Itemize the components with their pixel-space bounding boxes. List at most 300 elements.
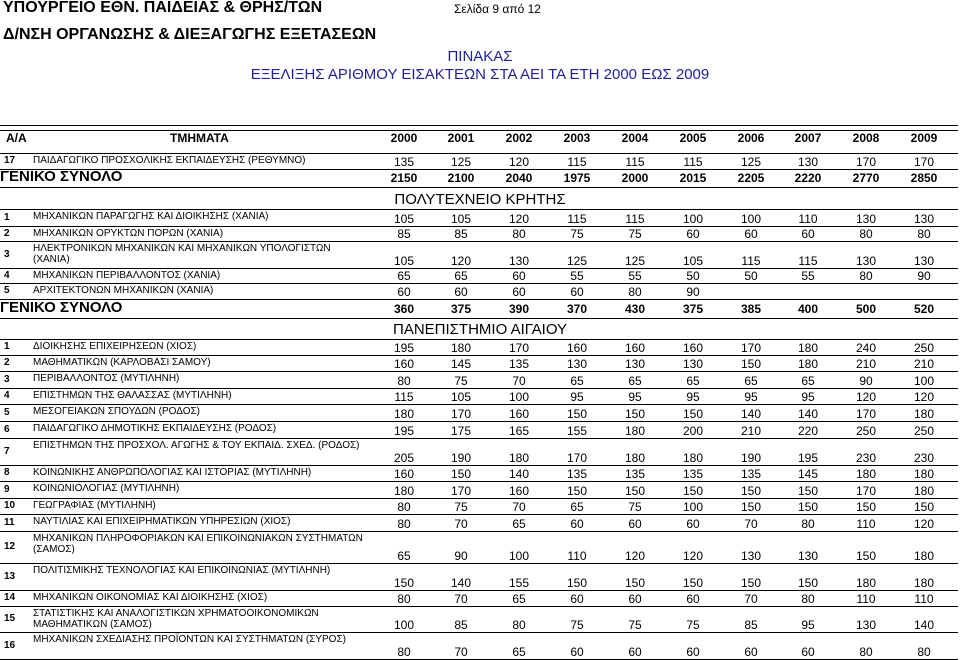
value-cell: 100: [682, 212, 704, 226]
grand-total-label: ΓΕΝΙΚΟ ΣΥΝΟΛΟ: [0, 299, 123, 316]
value-cell: 135: [682, 467, 704, 481]
value-cell: 110: [856, 592, 876, 606]
value-cell: 100: [913, 374, 935, 388]
department-name: ΠΑΙΔΑΓΩΓΙΚΟ ΔΗΜΟΤΙΚΗΣ ΕΚΠΑΙΔΕΥΣΗΣ (ΡΟΔΟΣ): [33, 423, 277, 434]
value-cell: 240: [855, 341, 877, 355]
value-cell: 70: [512, 500, 526, 514]
value-cell: 115: [625, 212, 645, 226]
value-cell: 175: [450, 424, 472, 438]
value-cell: 115: [683, 155, 703, 169]
department-name: ΜΗΧΑΝΙΚΩΝ ΠΕΡΙΒΑΛΛΟΝΤΟΣ (ΧΑΝΙΑ): [33, 270, 221, 281]
ministry-title: ΥΠΟΥΡΓΕΙΟ ΕΘΝ. ΠΑΙΔΕΙΑΣ & ΘΡΗΣ/ΤΩΝ: [3, 0, 323, 16]
value-cell: 150: [450, 467, 472, 481]
value-cell: 170: [450, 484, 472, 498]
department-name: ΔΙΟΙΚΗΣΗΣ ΕΠΙΧΕΙΡΗΣΕΩΝ (ΧΙΟΣ): [33, 341, 197, 352]
value-cell: 140: [450, 576, 472, 590]
row-number: 6: [4, 423, 10, 435]
value-cell: 80: [917, 227, 931, 241]
row-number: 1: [4, 211, 10, 223]
value-cell: 180: [682, 451, 704, 465]
value-cell: 105: [393, 212, 415, 226]
value-cell: 130: [508, 254, 530, 268]
value-cell: 120: [450, 254, 472, 268]
value-cell: 170: [855, 484, 877, 498]
value-cell: 180: [797, 357, 819, 371]
value-cell: 145: [450, 357, 472, 371]
value-cell: 70: [454, 592, 468, 606]
table-row: [0, 590, 960, 606]
value-cell: 95: [744, 390, 758, 404]
value-cell: 150: [566, 484, 588, 498]
value-cell: 65: [512, 517, 526, 531]
row-number: 10: [4, 500, 16, 511]
department-name: ΜΗΧΑΝΙΚΩΝ ΟΡΥΚΤΩΝ ΠΟΡΩΝ (ΧΑΝΙΑ): [33, 228, 224, 239]
value-cell: 135: [566, 467, 588, 481]
value-cell: 140: [913, 618, 935, 632]
value-cell: 130: [855, 618, 877, 632]
row-number: 12: [4, 541, 16, 552]
value-cell: 90: [454, 549, 468, 563]
value-cell: 80: [859, 645, 873, 659]
col-aa-header: Α/Α: [6, 131, 27, 145]
value-cell: 180: [393, 484, 415, 498]
row-number: 2: [4, 227, 10, 239]
department-name: ΜΕΣΟΓΕΙΑΚΩΝ ΣΠΟΥΔΩΝ (ΡΟΔΟΣ): [33, 406, 201, 417]
row-number: 9: [4, 483, 10, 495]
value-cell: 110: [856, 517, 876, 531]
value-cell: 150: [393, 576, 415, 590]
value-cell: 75: [570, 227, 584, 241]
value-cell: 60: [512, 269, 526, 283]
value-cell: 60: [570, 645, 584, 659]
row-number: 14: [4, 592, 16, 603]
value-cell: 80: [397, 645, 411, 659]
value-cell: 160: [508, 484, 530, 498]
table-row: [0, 209, 960, 226]
value-cell: 95: [801, 390, 815, 404]
year-header-2006: 2006: [737, 131, 765, 145]
value-cell: 120: [855, 390, 877, 404]
value-cell: 180: [913, 407, 935, 421]
value-cell: 65: [512, 592, 526, 606]
year-header-2007: 2007: [794, 131, 822, 145]
value-cell: 130: [855, 254, 877, 268]
value-cell: 130: [797, 549, 819, 563]
value-cell: 65: [570, 500, 584, 514]
university-name: ΠΑΝΕΠΙΣΤΗΜΙΟ ΑΙΓΑΙΟΥ: [392, 321, 568, 338]
value-cell: 105: [450, 390, 472, 404]
row-number: 3: [4, 373, 10, 385]
value-cell: 115: [625, 155, 645, 169]
total-cell: 370: [566, 302, 588, 316]
grand-total-row: [0, 169, 960, 187]
value-cell: 85: [454, 227, 468, 241]
table-row: [0, 268, 960, 283]
value-cell: 160: [624, 341, 646, 355]
value-cell: 60: [686, 517, 700, 531]
value-cell: 80: [397, 592, 411, 606]
table-row: [0, 355, 960, 371]
value-cell: 180: [913, 549, 935, 563]
department-name: ΜΑΘΗΜΑΤΙΚΩΝ (ΚΑΡΛΟΒΑΣΙ ΣΑΜΟΥ): [33, 357, 211, 368]
department-name: ΣΤΑΤΙΣΤΙΚΗΣ ΚΑΙ ΑΝΑΛΟΓΙΣΤΙΚΩΝ ΧΡΗΜΑΤΟΟΙΚΟΝΟΜΙΚΩΝ ΜΑΘΗΜΑΤΙΚΩΝ (ΣΑΜΟΣ): [33, 608, 319, 630]
row-number: 5: [4, 406, 10, 418]
table-row: [0, 371, 960, 388]
value-cell: 170: [855, 155, 877, 169]
value-cell: 65: [628, 374, 642, 388]
value-cell: 75: [628, 227, 642, 241]
value-cell: 100: [393, 618, 415, 632]
value-cell: 120: [508, 212, 530, 226]
value-cell: 75: [454, 500, 468, 514]
value-cell: 140: [797, 407, 819, 421]
year-header-2009: 2009: [910, 131, 938, 145]
value-cell: 190: [740, 451, 762, 465]
value-cell: 150: [855, 500, 877, 514]
value-cell: 130: [624, 357, 646, 371]
department-name: ΠΟΛΙΤΙΣΜΙΚΗΣ ΤΕΧΝΟΛΟΓΙΑΣ ΚΑΙ ΕΠΙΚΟΙΝΩΝΙΑΣ (ΜΥΤΙΛΗΝΗ): [33, 565, 331, 576]
value-cell: 195: [393, 341, 415, 355]
value-cell: 145: [797, 467, 819, 481]
total-cell: 360: [393, 302, 415, 316]
value-cell: 65: [512, 645, 526, 659]
value-cell: 195: [393, 424, 415, 438]
row-divider: [0, 125, 958, 126]
department-name: ΠΑΙΔΑΓΩΓΙΚΟ ΠΡΟΣΧΟΛΙΚΗΣ ΕΚΠΑΙΔΕΥΣΗΣ (ΡΕΘΥΜΝΟ): [33, 155, 306, 166]
row-number: 17: [4, 155, 16, 166]
value-cell: 55: [801, 269, 815, 283]
value-cell: 180: [508, 451, 530, 465]
value-cell: 65: [744, 374, 758, 388]
university-section-header: [0, 187, 960, 209]
table-row: [0, 339, 960, 355]
total-cell: 2220: [794, 171, 822, 185]
row-number: 3: [4, 248, 10, 260]
value-cell: 120: [624, 549, 646, 563]
value-cell: 155: [566, 424, 588, 438]
value-cell: 160: [393, 357, 415, 371]
value-cell: 150: [566, 407, 588, 421]
value-cell: 150: [624, 576, 646, 590]
row-number: 15: [4, 613, 16, 624]
university-section-header: [0, 318, 960, 339]
value-cell: 60: [512, 285, 526, 299]
value-cell: 250: [913, 341, 935, 355]
value-cell: 220: [797, 424, 819, 438]
value-cell: 115: [741, 254, 761, 268]
value-cell: 165: [508, 424, 530, 438]
value-cell: 80: [397, 374, 411, 388]
value-cell: 130: [855, 212, 877, 226]
total-cell: 375: [450, 302, 472, 316]
value-cell: 160: [508, 407, 530, 421]
table-subtitle: ΕΞΕΛΙΞΗΣ ΑΡΙΘΜΟΥ ΕΙΣΑΚΤΕΩΝ ΣΤΑ ΑΕΙ ΤΑ ΕΤΗ 2000 ΕΩΣ 2009: [250, 66, 710, 83]
value-cell: 200: [682, 424, 704, 438]
year-header-2004: 2004: [621, 131, 649, 145]
directorate-title: Δ/ΝΣΗ ΟΡΓΑΝΩΣΗΣ & ΔΙΕΞΑΓΩΓΗΣ ΕΞΕΤΑΣΕΩΝ: [3, 26, 377, 43]
value-cell: 180: [855, 576, 877, 590]
value-cell: 85: [454, 618, 468, 632]
value-cell: 115: [567, 212, 587, 226]
total-cell: 2150: [390, 171, 418, 185]
value-cell: 170: [855, 407, 877, 421]
row-number: 4: [4, 269, 10, 281]
value-cell: 150: [682, 576, 704, 590]
value-cell: 95: [686, 390, 700, 404]
value-cell: 150: [624, 407, 646, 421]
row-number: 7: [4, 445, 10, 457]
value-cell: 80: [512, 618, 526, 632]
value-cell: 65: [801, 374, 815, 388]
value-cell: 180: [393, 407, 415, 421]
grand-total-label: ΓΕΝΙΚΟ ΣΥΝΟΛΟ: [0, 168, 123, 185]
value-cell: 230: [855, 451, 877, 465]
value-cell: 80: [628, 285, 642, 299]
table-row: [0, 563, 960, 590]
value-cell: 90: [686, 285, 700, 299]
department-name: ΜΗΧΑΝΙΚΩΝ ΠΑΡΑΓΩΓΗΣ ΚΑΙ ΔΙΟΙΚΗΣΗΣ (ΧΑΝΙΑ): [33, 211, 269, 222]
year-header-2003: 2003: [563, 131, 591, 145]
table-row: [0, 404, 960, 421]
value-cell: 60: [628, 645, 642, 659]
value-cell: 130: [797, 155, 819, 169]
value-cell: 120: [682, 549, 704, 563]
value-cell: 170: [740, 341, 762, 355]
value-cell: 85: [397, 227, 411, 241]
value-cell: 60: [570, 517, 584, 531]
value-cell: 135: [393, 155, 415, 169]
value-cell: 75: [454, 374, 468, 388]
value-cell: 105: [393, 254, 415, 268]
value-cell: 150: [566, 576, 588, 590]
total-cell: 2040: [505, 171, 533, 185]
value-cell: 65: [454, 269, 468, 283]
department-name: ΜΗΧΑΝΙΚΩΝ ΟΙΚΟΝΟΜΙΑΣ ΚΑΙ ΔΙΟΙΚΗΣΗΣ (ΧΙΟΣ): [33, 592, 268, 603]
table-row: [0, 421, 960, 438]
value-cell: 180: [913, 576, 935, 590]
table-row: [0, 514, 960, 531]
value-cell: 205: [393, 451, 415, 465]
value-cell: 110: [914, 592, 934, 606]
value-cell: 135: [624, 467, 646, 481]
value-cell: 150: [913, 500, 935, 514]
total-cell: 1975: [563, 171, 591, 185]
total-cell: 2000: [621, 171, 649, 185]
value-cell: 250: [855, 424, 877, 438]
grand-total-row: [0, 299, 960, 318]
value-cell: 150: [740, 576, 762, 590]
value-cell: 70: [744, 592, 758, 606]
department-name: ΕΠΙΣΤΗΜΩΝ ΤΗΣ ΠΡΟΣΧΟΛ. ΑΓΩΓΗΣ & ΤΟΥ ΕΚΠΑΙΔ. ΣΧΕΔ. (ΡΟΔΟΣ): [33, 440, 360, 451]
value-cell: 120: [508, 155, 530, 169]
value-cell: 60: [570, 592, 584, 606]
total-cell: 500: [855, 302, 877, 316]
value-cell: 150: [740, 500, 762, 514]
row-number: 5: [4, 285, 10, 296]
value-cell: 125: [624, 254, 646, 268]
value-cell: 180: [797, 341, 819, 355]
value-cell: 60: [686, 227, 700, 241]
university-name: ΠΟΛΥΤΕΧΝΕΙΟ ΚΡΗΤΗΣ: [394, 191, 566, 208]
value-cell: 180: [913, 467, 935, 481]
value-cell: 180: [450, 341, 472, 355]
value-cell: 80: [859, 269, 873, 283]
value-cell: 180: [624, 451, 646, 465]
value-cell: 75: [570, 618, 584, 632]
value-cell: 65: [397, 549, 411, 563]
department-name: ΜΗΧΑΝΙΚΩΝ ΠΛΗΡΟΦΟΡΙΑΚΩΝ ΚΑΙ ΕΠΙΚΟΙΝΩΝΙΑΚΩΝ ΣΥΣΤΗΜΑΤΩΝ (ΣΑΜΟΣ): [33, 533, 363, 555]
value-cell: 130: [682, 357, 704, 371]
year-header-2005: 2005: [679, 131, 707, 145]
value-cell: 75: [628, 500, 642, 514]
total-cell: 385: [740, 302, 762, 316]
value-cell: 80: [397, 500, 411, 514]
value-cell: 90: [917, 269, 931, 283]
value-cell: 55: [628, 269, 642, 283]
value-cell: 75: [628, 618, 642, 632]
table-title: ΠΙΝΑΚΑΣ: [447, 48, 513, 65]
value-cell: 130: [913, 212, 935, 226]
value-cell: 130: [913, 254, 935, 268]
value-cell: 80: [512, 227, 526, 241]
value-cell: 90: [859, 374, 873, 388]
total-cell: 2850: [910, 171, 938, 185]
value-cell: 210: [740, 424, 762, 438]
value-cell: 80: [397, 517, 411, 531]
row-number: 2: [4, 357, 10, 368]
value-cell: 80: [859, 227, 873, 241]
value-cell: 130: [566, 357, 588, 371]
value-cell: 135: [740, 467, 762, 481]
value-cell: 170: [508, 341, 530, 355]
department-name: ΚΟΙΝΩΝΙΟΛΟΓΙΑΣ (ΜΥΤΙΛΗΝΗ): [33, 483, 180, 494]
table-row: [0, 388, 960, 404]
value-cell: 105: [450, 212, 472, 226]
department-name: ΕΠΙΣΤΗΜΩΝ ΤΗΣ ΘΑΛΑΣΣΑΣ (ΜΥΤΙΛΗΝΗ): [33, 390, 232, 401]
value-cell: 50: [686, 269, 700, 283]
value-cell: 50: [744, 269, 758, 283]
total-cell: 2015: [679, 171, 707, 185]
value-cell: 115: [567, 155, 587, 169]
value-cell: 100: [508, 390, 530, 404]
value-cell: 170: [566, 451, 588, 465]
value-cell: 250: [913, 424, 935, 438]
table-row: [0, 283, 960, 299]
department-name: ΝΑΥΤΙΛΙΑΣ ΚΑΙ ΕΠΙΧΕΙΡΗΜΑΤΙΚΩΝ ΥΠΗΡΕΣΙΩΝ (ΧΙΟΣ): [33, 516, 291, 527]
department-name: ΜΗΧΑΝΙΚΩΝ ΣΧΕΔΙΑΣΗΣ ΠΡΟΪΟΝΤΩΝ ΚΑΙ ΣΥΣΤΗΜΑΤΩΝ (ΣΥΡΟΣ): [33, 634, 346, 645]
col-dept-header: ΤΜΗΜΑΤΑ: [170, 131, 229, 145]
value-cell: 70: [454, 517, 468, 531]
value-cell: 155: [508, 576, 530, 590]
department-name: ΓΕΩΓΡΑΦΙΑΣ (ΜΥΤΙΛΗΝΗ): [33, 500, 156, 511]
value-cell: 150: [797, 500, 819, 514]
total-cell: 375: [682, 302, 704, 316]
value-cell: 60: [628, 517, 642, 531]
row-divider: [0, 130, 958, 131]
value-cell: 80: [801, 592, 815, 606]
page-number: Σελίδα 9 από 12: [454, 2, 541, 16]
row-number: 16: [4, 639, 16, 651]
value-cell: 125: [450, 155, 472, 169]
value-cell: 65: [686, 374, 700, 388]
total-cell: 390: [508, 302, 530, 316]
total-cell: 2205: [737, 171, 765, 185]
value-cell: 70: [454, 645, 468, 659]
value-cell: 60: [628, 592, 642, 606]
value-cell: 80: [917, 645, 931, 659]
table-row: [0, 241, 960, 268]
total-cell: 520: [913, 302, 935, 316]
value-cell: 150: [682, 484, 704, 498]
value-cell: 230: [913, 451, 935, 465]
value-cell: 95: [570, 390, 584, 404]
value-cell: 85: [744, 618, 758, 632]
value-cell: 140: [508, 467, 530, 481]
year-header-2001: 2001: [447, 131, 475, 145]
total-cell: 2770: [852, 171, 880, 185]
value-cell: 180: [855, 467, 877, 481]
value-cell: 70: [744, 517, 758, 531]
value-cell: 60: [686, 645, 700, 659]
department-name: ΚΟΙΝΩΝΙΚΗΣ ΑΝΘΡΩΠΟΛΟΓΙΑΣ ΚΑΙ ΙΣΤΟΡΙΑΣ (ΜΥΤΙΛΗΝΗ): [33, 467, 312, 478]
table-row: [0, 465, 960, 481]
value-cell: 170: [913, 155, 935, 169]
value-cell: 150: [740, 357, 762, 371]
table-row: [0, 632, 960, 659]
value-cell: 150: [682, 407, 704, 421]
value-cell: 120: [913, 390, 935, 404]
value-cell: 140: [740, 407, 762, 421]
value-cell: 160: [393, 467, 415, 481]
table-row: [0, 498, 960, 514]
value-cell: 150: [797, 576, 819, 590]
total-cell: 2100: [447, 171, 475, 185]
row-number: 1: [4, 341, 10, 352]
value-cell: 60: [744, 227, 758, 241]
total-cell: 430: [624, 302, 646, 316]
row-number: 8: [4, 467, 10, 478]
value-cell: 195: [797, 451, 819, 465]
value-cell: 150: [797, 484, 819, 498]
value-cell: 135: [508, 357, 530, 371]
value-cell: 60: [801, 645, 815, 659]
value-cell: 100: [682, 500, 704, 514]
value-cell: 120: [913, 517, 935, 531]
value-cell: 115: [394, 390, 414, 404]
value-cell: 125: [566, 254, 588, 268]
value-cell: 110: [798, 212, 818, 226]
year-header-2002: 2002: [505, 131, 533, 145]
value-cell: 105: [682, 254, 704, 268]
value-cell: 60: [454, 285, 468, 299]
value-cell: 60: [570, 285, 584, 299]
department-name: ΗΛΕΚΤΡΟΝΙΚΩΝ ΜΗΧΑΝΙΚΩΝ ΚΑΙ ΜΗΧΑΝΙΚΩΝ ΥΠΟΛΟΓΙΣΤΩΝ (ΧΑΝΙΑ): [33, 243, 331, 265]
table-row: [0, 481, 960, 498]
total-cell: 400: [797, 302, 819, 316]
value-cell: 180: [913, 484, 935, 498]
value-cell: 60: [397, 285, 411, 299]
value-cell: 180: [624, 424, 646, 438]
value-cell: 210: [913, 357, 935, 371]
value-cell: 150: [855, 549, 877, 563]
value-cell: 65: [397, 269, 411, 283]
row-number: 4: [4, 390, 10, 401]
value-cell: 95: [628, 390, 642, 404]
value-cell: 150: [740, 484, 762, 498]
value-cell: 95: [801, 618, 815, 632]
row-number: 11: [4, 516, 15, 528]
row-number: 13: [4, 570, 16, 582]
